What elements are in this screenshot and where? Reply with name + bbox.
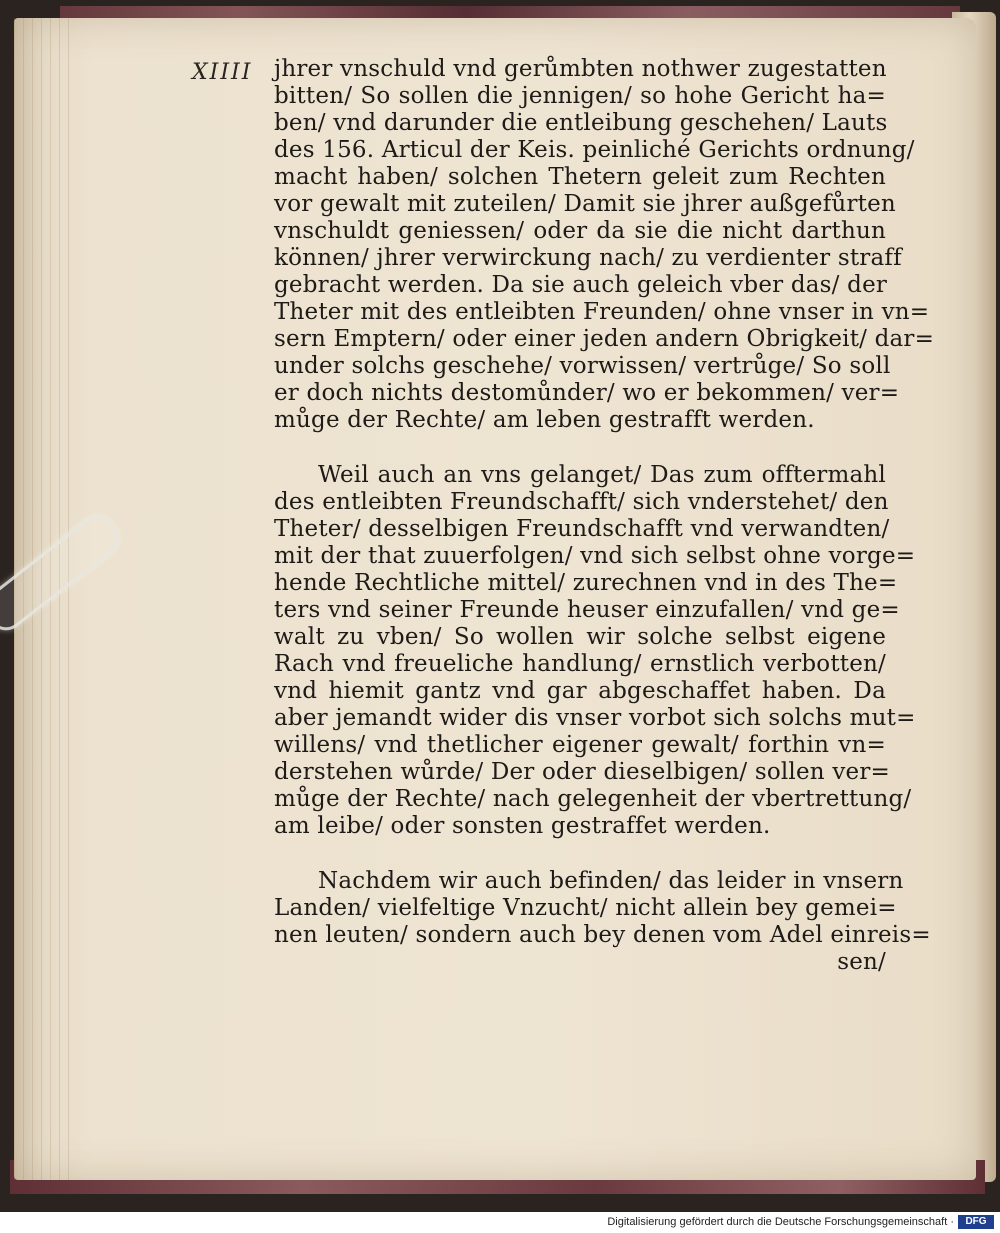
text-line: ben/ vnd darunder die entleibung geschehen/ Lauts [274,110,888,136]
paragraph-gap [274,434,886,462]
paragraph-2 [274,462,916,840]
text-line: můge der Rechte/ nach gelegenheit der vbertrettung/ [274,786,912,812]
folio-number: XIIII [192,60,253,85]
text-line: walt zu vben/ So wollen wir solche selbst eigene [274,624,886,650]
text-line: Rach vnd freueliche handlung/ ernstlich verbotten/ [274,651,886,677]
paragraph-3 [274,868,931,976]
text-line: Landen/ vielfeltige Vnzucht/ nicht allein bey gemei= [274,895,897,921]
text-line: mit der that zuuerfolgen/ vnd sich selbst ohne vorge= [274,543,916,569]
text-line: vor gewalt mit zuteilen/ Damit sie jhrer außgefůrten [274,191,896,217]
text-line: Theter/ desselbigen Freundschafft vnd verwandten/ [274,516,890,542]
page-text-block [274,56,935,976]
text-line: vnschuldt geniessen/ oder da sie die nicht darthun [274,218,886,244]
text-line: můge der Rechte/ am leben gestrafft werden. [274,407,815,433]
text-line: Theter mit des entleibten Freunden/ ohne vnser in vn= [274,299,930,325]
text-line: Nachdem wir auch befinden/ das leider in vnsern [318,868,904,894]
text-line: willens/ vnd thetlicher eigener gewalt/ forthin vn= [274,732,886,758]
text-line: des entleibten Freundschafft/ sich vnderstehet/ den [274,489,889,515]
text-line: derstehen wůrde/ Der oder dieselbigen/ sollen ver= [274,759,890,785]
text-line: ters vnd seiner Freunde heuser einzufallen/ vnd ge= [274,597,900,623]
text-line: nen leuten/ sondern auch bey denen vom Adel einreis= [274,922,931,948]
text-line: er doch nichts destomůnder/ wo er bekommen/ ver= [274,380,900,406]
funding-credit: Digitalisierung gefördert durch die Deutsche Forschungsgemeinschaft · [607,1216,954,1228]
paragraph-gap [274,840,886,868]
text-line: am leibe/ oder sonsten gestraffet werden. [274,813,771,839]
paragraph-1 [274,56,935,434]
text-line: jhrer vnschuld vnd gerůmbten nothwer zugestatten [274,56,887,82]
catchword: sen/ [837,949,886,975]
text-line: bitten/ So sollen die jennigen/ so hohe Gericht ha= [274,83,886,109]
text-line: vnd hiemit gantz vnd gar abgeschaffet haben. Da [274,678,886,704]
text-line: des 156. Articul der Keis. peinliché Gerichts ordnung/ [274,137,915,163]
text-line: können/ jhrer verwirckung nach/ zu verdienter straff [274,245,902,271]
dfg-logo: DFG [958,1215,994,1229]
text-line: sern Emptern/ oder einer jeden andern Obrigkeit/ dar= [274,326,935,352]
text-line: hende Rechtliche mittel/ zurechnen vnd in des The= [274,570,898,596]
text-line: aber jemandt wider dis vnser vorbot sich solchs mut= [274,705,916,731]
text-line: macht haben/ solchen Thetern geleit zum Rechten [274,164,886,190]
text-line: Weil auch an vns gelanget/ Das zum offtermahl [318,462,886,488]
digitization-footer [0,1212,1000,1233]
text-line: under solchs geschehe/ vorwissen/ vertrůge/ So soll [274,353,891,379]
text-line: gebracht werden. Da sie auch geleich vber das/ der [274,272,888,298]
